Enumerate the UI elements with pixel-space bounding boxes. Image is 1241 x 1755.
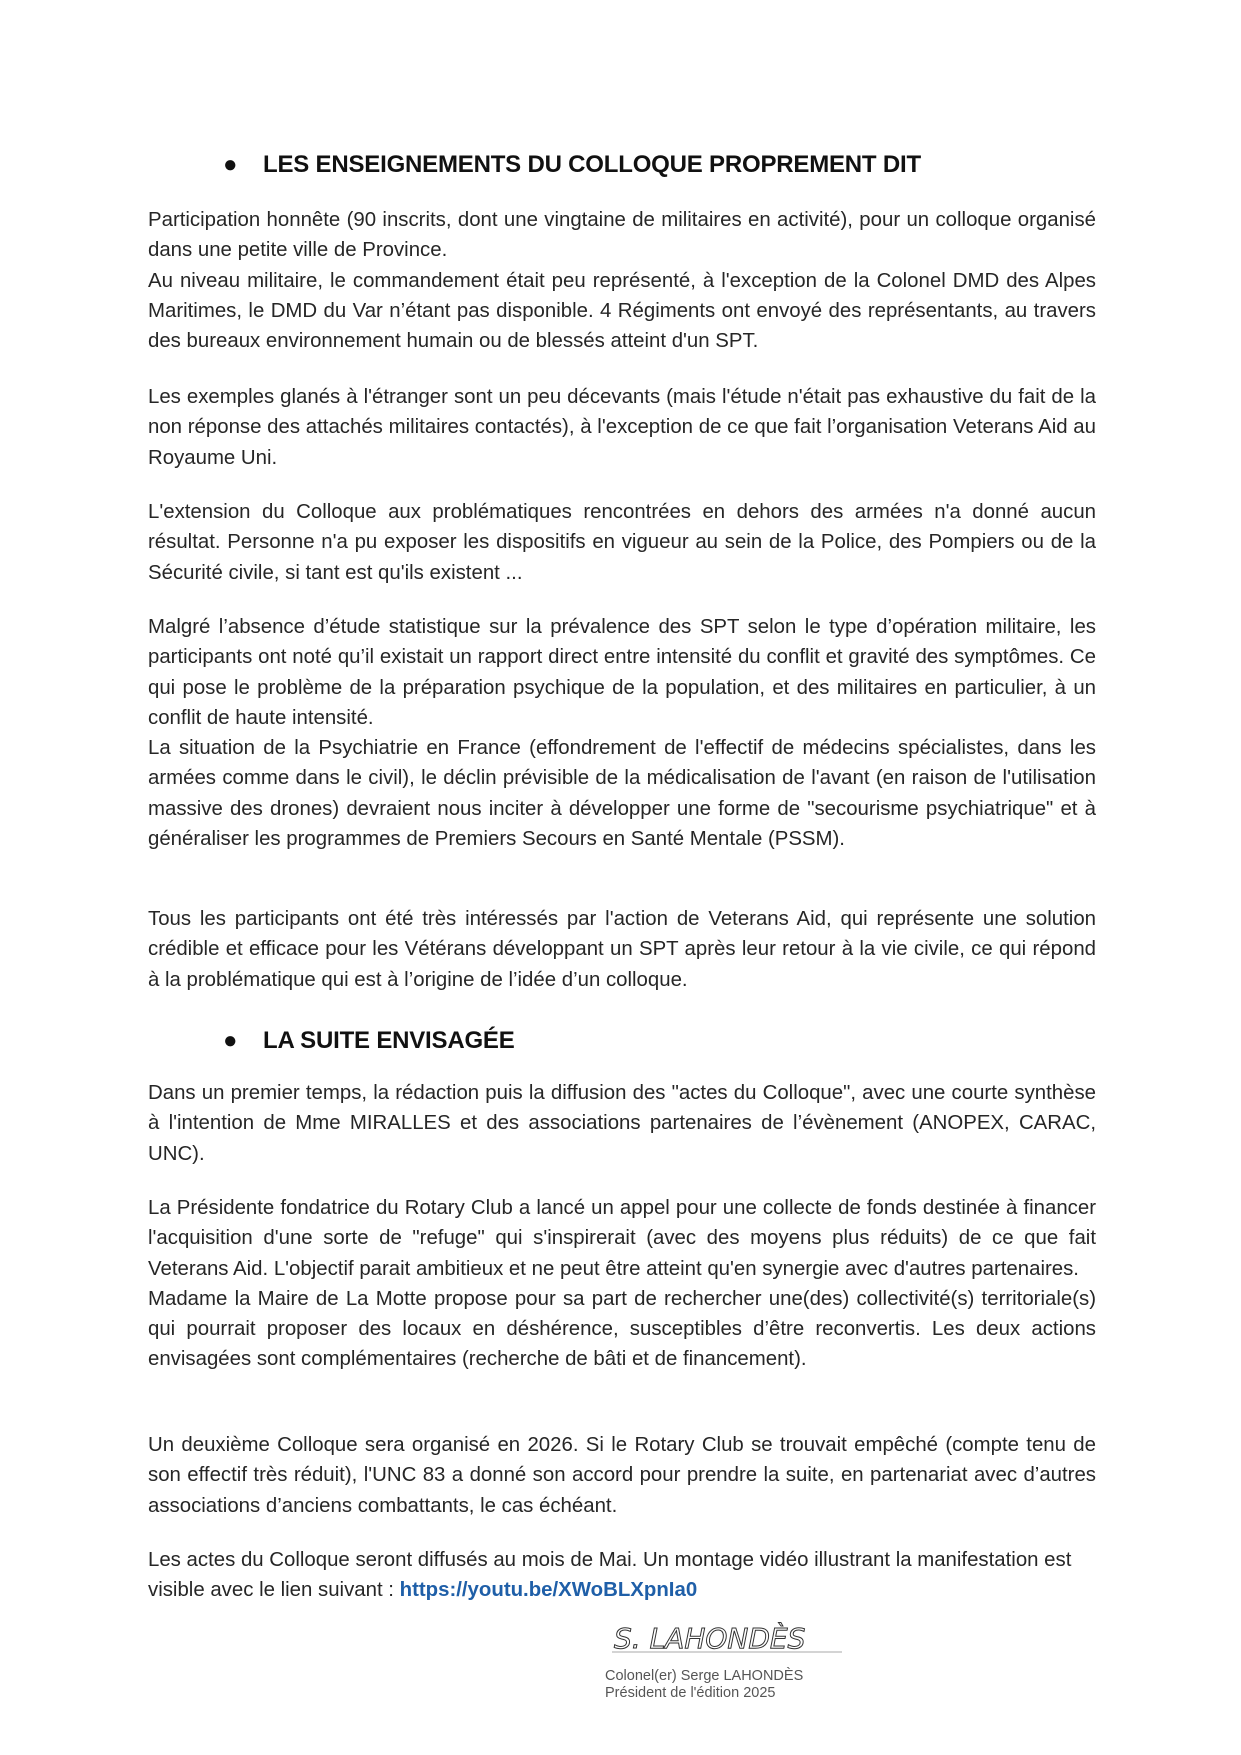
signatory-name: Colonel(er) Serge LAHONDÈS	[605, 1668, 804, 1684]
section-body-enseignements	[148, 382, 1096, 473]
section-body-suite	[148, 1193, 1096, 1375]
paragraph: Participation honnête (90 inscrits, dont une vingtaine de militaires en activité), pour un colloque organisé dans une petite ville de Province.	[148, 209, 1096, 262]
section-heading-text: LA SUITE ENVISAGÉE	[263, 1027, 515, 1054]
handwritten-signature	[612, 1620, 852, 1656]
section-body-enseignements	[148, 612, 1096, 854]
signatory-role: Président de l'édition 2025	[605, 1685, 776, 1701]
section-body-enseignements	[148, 205, 1096, 356]
paragraph: Dans un premier temps, la rédaction puis la diffusion des "actes du Colloque", avec une courte synthèse à l'intention de Mme MIRALLES et des associations partenaires de l’évènement (ANOPEX, CARAC, UNC).	[148, 1082, 1096, 1165]
paragraph: Malgré l’absence d’étude statistique sur la prévalence des SPT selon le type d’opération militaire, les participants ont noté qu’il existait un rapport direct entre intensité du conflit et gravité des symptômes. Ce qui pose le problème de la préparation psychique de la population, et des militaires en particulier, à un conflit de haute intensité.	[148, 616, 1096, 729]
bullet-icon: ●	[223, 1027, 238, 1054]
paragraph: Les exemples glanés à l'étranger sont un peu décevants (mais l'étude n'était pas exhaustive du fait de la non réponse des attachés militaires contactés), à l'exception de ce que fait l’organisation Veterans Aid au Royaume Uni.	[148, 386, 1096, 469]
paragraph: Un deuxième Colloque sera organisé en 2026. Si le Rotary Club se trouvait empêché (compte tenu de son effectif très réduit), l'UNC 83 a donné son accord pour prendre la suite, en partenariat avec d’autres associations d’anciens combattants, le cas échéant.	[148, 1434, 1096, 1517]
paragraph: Tous les participants ont été très intéressés par l'action de Veterans Aid, qui représente une solution crédible et efficace pour les Vétérans développant un SPT après leur retour à la vie civile, ce qui répond à la problématique qui est à l’origine de l’idée d’un colloque.	[148, 908, 1096, 991]
section-body-suite	[148, 1078, 1096, 1169]
paragraph	[148, 1545, 1096, 1606]
paragraph: L'extension du Colloque aux problématiques rencontrées en dehors des armées n'a donné aucun résultat. Personne n'a pu exposer les dispositifs en vigueur au sein de la Police, des Pompiers ou de la Sécurité civile, si tant est qu'ils existent ...	[148, 501, 1096, 584]
section-heading-text: LES ENSEIGNEMENTS DU COLLOQUE PROPREMENT DIT	[263, 151, 921, 178]
paragraph: La Présidente fondatrice du Rotary Club a lancé un appel pour une collecte de fonds destinée à financer l'acquisition d'une sorte de "refuge" qui s'inspirerait (avec des moyens plus réduits) de ce que fait Veterans Aid. L'objectif parait ambitieux et ne peut être atteint qu'en synergie avec d'autres partenaires.	[148, 1197, 1096, 1280]
section-body-suite	[148, 1430, 1096, 1521]
paragraph: Madame la Maire de La Motte propose pour sa part de rechercher une(des) collectivité(s) territoriale(s) qui pourrait proposer des locaux en déshérence, susceptibles d’être reconvertis. Les deux actions envisagées sont complémentaires (recherche de bâti et de financement).	[148, 1287, 1096, 1371]
signature-text: S. LAHONDÈS	[614, 1622, 806, 1655]
paragraph: La situation de la Psychiatrie en France (effondrement de l'effectif de médecins spécialistes, dans les armées comme dans le civil), le déclin prévisible de la médicalisation de l'avant (en raison de l'utilisation massive des drones) devraient nous inciter à développer une forme de "secourisme psychiatrique" et à généraliser les programmes de Premiers Secours en Santé Mentale (PSSM).	[148, 737, 1096, 851]
bullet-icon: ●	[223, 151, 238, 178]
youtube-link[interactable]: https://youtu.be/XWoBLXpnIa0	[399, 1579, 698, 1602]
section-body-enseignements	[148, 497, 1096, 588]
paragraph-text: Les actes du Colloque seront diffusés au mois de Mai. Un montage vidéo illustrant la manifestation est visible avec le lien suivant :	[148, 1549, 1072, 1602]
section-body-enseignements	[148, 904, 1096, 995]
paragraph: Au niveau militaire, le commandement était peu représenté, à l'exception de la Colonel DMD des Alpes Maritimes, le DMD du Var n’étant pas disponible. 4 Régiments ont envoyé des représentants, au travers des bureaux environnement humain ou de blessés atteint d'un SPT.	[148, 269, 1096, 353]
section-body-suite	[148, 1545, 1096, 1606]
